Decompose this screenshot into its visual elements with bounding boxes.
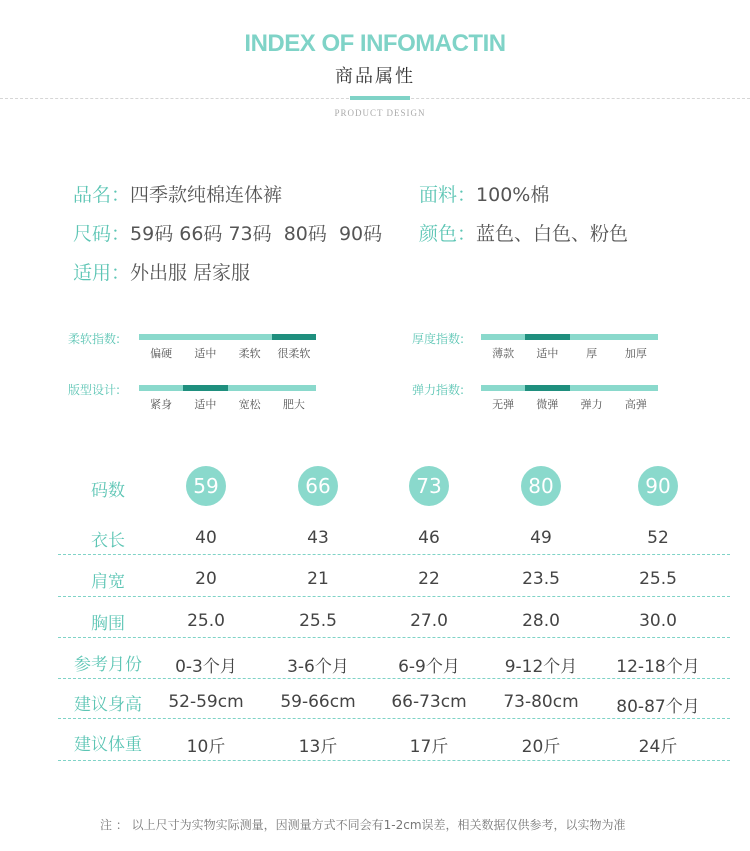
table-cell: 27.0 (410, 611, 448, 631)
elasticity-scale-option: 无弹 (492, 398, 515, 411)
table-cell: 52 (647, 528, 669, 548)
table-cell: 9-12个月 (504, 657, 578, 677)
table-cell: 22 (418, 569, 440, 589)
table-cell: 21 (307, 569, 329, 589)
subtitle-english: PRODUCT DESIGN (334, 108, 426, 118)
info-use-label: 适用： (73, 262, 131, 284)
table-cell: 28.0 (522, 611, 560, 631)
table-row-divider (58, 596, 730, 597)
table-row-label: 参考月份 (74, 655, 142, 675)
softness-scale-selected-segment (272, 334, 316, 340)
info-color (419, 219, 628, 246)
info-size-label: 尺码： (73, 223, 131, 245)
table-cell: 40 (195, 528, 217, 548)
info-name (73, 180, 282, 207)
measurement-note: 注 ： 以上尺寸为实物实际测量，因测量方式不同会有1-2cm误差，相关数据仅供参考，以实物为准 (100, 818, 626, 832)
size-badge: 90 (638, 466, 678, 506)
fit-scale-selected-segment (183, 385, 227, 391)
fit-scale-option: 适中 (194, 398, 217, 411)
fit-scale-bar (139, 385, 316, 391)
thickness-scale-selected-segment (525, 334, 569, 340)
table-row-label: 建议体重 (74, 735, 142, 755)
fit-scale-option: 肥大 (282, 398, 305, 411)
elasticity-scale-bar (481, 385, 658, 391)
info-color-label: 颜色： (419, 223, 477, 245)
table-cell: 3-6个月 (287, 657, 349, 677)
info-size-value: 59码 66码 73码 80码 90码 (130, 223, 383, 245)
table-cell: 25.5 (299, 611, 337, 631)
elasticity-scale-option: 高弹 (624, 398, 647, 411)
softness-scale-bar (139, 334, 316, 340)
thickness-scale-option: 厚 (586, 347, 598, 360)
thickness-scale-option: 加厚 (624, 347, 647, 360)
info-fabric (419, 180, 549, 207)
table-row-label: 衣长 (91, 531, 125, 551)
table-cell: 0-3个月 (175, 657, 237, 677)
table-row-divider (58, 637, 730, 638)
elasticity-scale-selected-segment (525, 385, 569, 391)
info-size (73, 219, 382, 246)
table-cell: 12-18个月 (616, 657, 700, 677)
softness-scale-option: 柔软 (238, 347, 261, 360)
table-row-divider (58, 718, 730, 719)
table-cell: 10斤 (186, 737, 226, 757)
table-cell: 73-80cm (503, 692, 579, 712)
table-cell: 25.5 (639, 569, 677, 589)
table-row-divider (58, 760, 730, 761)
table-cell: 52-59cm (168, 692, 244, 712)
title-chinese: 商品属性 (335, 66, 415, 87)
elasticity-scale-option: 微弹 (536, 398, 559, 411)
softness-scale-option: 适中 (194, 347, 217, 360)
table-cell: 59-66cm (280, 692, 356, 712)
table-cell: 46 (418, 528, 440, 548)
table-cell: 80-87个月 (616, 697, 700, 717)
table-cell: 20斤 (521, 737, 561, 757)
table-row-divider (58, 554, 730, 555)
info-color-value: 蓝色、白色、粉色 (476, 223, 629, 245)
table-row-label: 胸围 (91, 614, 125, 634)
table-cell: 43 (307, 528, 329, 548)
info-name-value: 四季款纯棉连体裤 (130, 184, 283, 206)
thickness-scale-option: 适中 (536, 347, 559, 360)
elasticity-scale-label: 弹力指数: (412, 383, 465, 397)
size-badge: 80 (521, 466, 561, 506)
softness-scale-option: 很柔软 (277, 347, 311, 360)
fit-scale-option: 宽松 (238, 398, 261, 411)
header-accent-bar (350, 96, 410, 100)
table-cell: 30.0 (639, 611, 677, 631)
thickness-scale-label: 厚度指数: (412, 332, 465, 346)
table-cell: 24斤 (638, 737, 678, 757)
size-header-label: 码数 (91, 481, 125, 501)
table-cell: 17斤 (409, 737, 449, 757)
table-cell: 23.5 (522, 569, 560, 589)
table-row-divider (58, 678, 730, 679)
info-use (73, 258, 250, 285)
table-cell: 25.0 (187, 611, 225, 631)
table-cell: 20 (195, 569, 217, 589)
softness-scale-option: 偏硬 (150, 347, 173, 360)
table-cell: 49 (530, 528, 552, 548)
table-cell: 6-9个月 (398, 657, 460, 677)
info-fabric-label: 面料： (419, 184, 477, 206)
thickness-scale-bar (481, 334, 658, 340)
softness-scale-label: 柔软指数: (68, 332, 121, 346)
elasticity-scale-option: 弹力 (580, 398, 603, 411)
table-cell: 13斤 (298, 737, 338, 757)
fit-scale-option: 紧身 (150, 398, 173, 411)
size-badge: 66 (298, 466, 338, 506)
info-fabric-value: 100%棉 (476, 184, 550, 206)
table-row-label: 建议身高 (74, 695, 142, 715)
thickness-scale-option: 薄款 (492, 347, 515, 360)
title-english: INDEX OF INFOMACTIN (244, 30, 506, 57)
table-cell: 66-73cm (391, 692, 467, 712)
info-use-value: 外出服 居家服 (130, 262, 251, 284)
table-row-label: 肩宽 (91, 572, 125, 592)
fit-scale-label: 版型设计: (68, 383, 121, 397)
info-name-label: 品名： (73, 184, 131, 206)
size-badge: 59 (186, 466, 226, 506)
size-badge: 73 (409, 466, 449, 506)
